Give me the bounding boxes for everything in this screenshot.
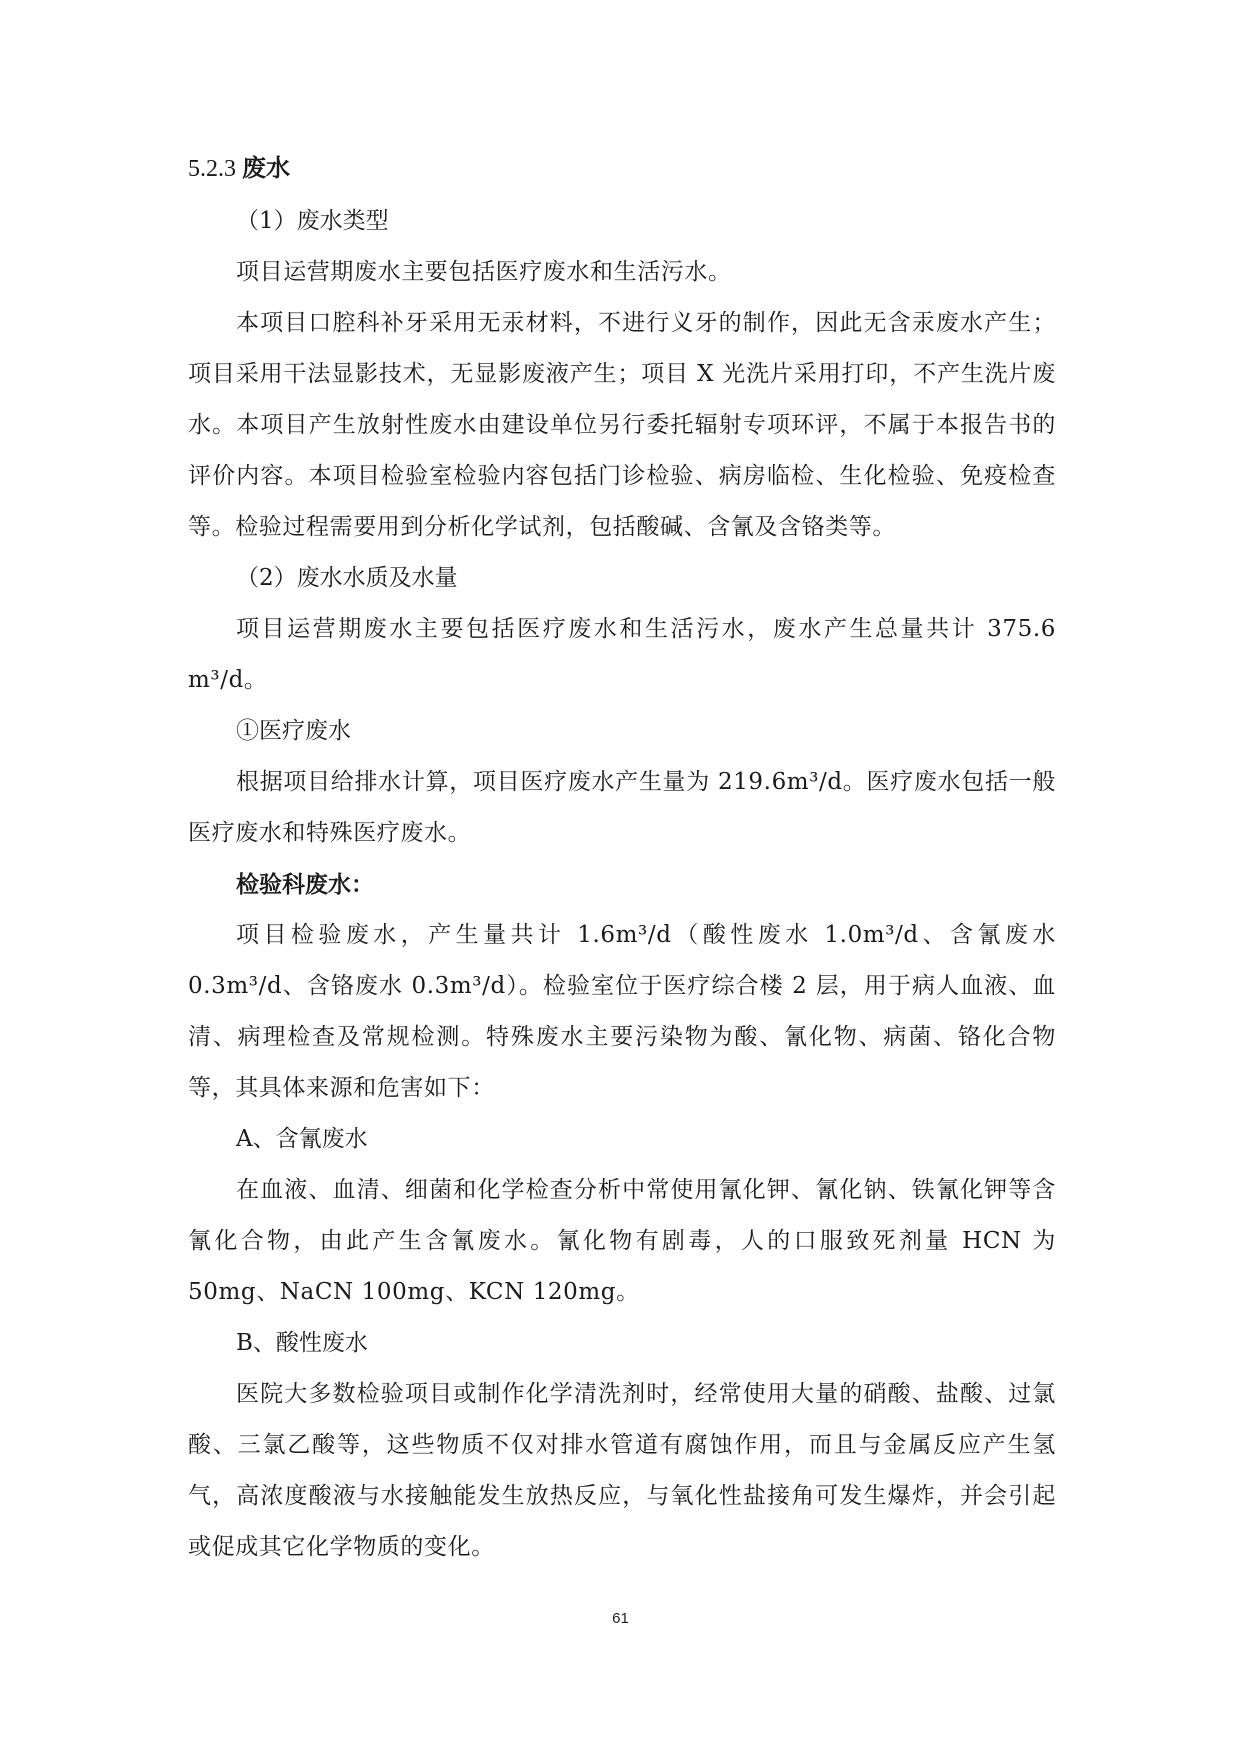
subheading-cyanide-wastewater: A、含氰废水 <box>236 1126 368 1152</box>
subheading-quality-quantity: （2）废水水质及水量 <box>236 565 458 591</box>
page-content <box>188 140 1056 1573</box>
paragraph-overview: 项目运营期废水主要包括医疗废水和生活污水。 <box>236 259 732 285</box>
subheading-medical-wastewater: ①医疗废水 <box>236 718 351 744</box>
section-title: 废水 <box>242 153 290 182</box>
page-number: 61 <box>612 1610 629 1627</box>
section-number: 5.2.3 <box>188 156 236 182</box>
subheading-wastewater-type: （1）废水类型 <box>236 208 389 234</box>
subheading-lab-wastewater: 检验科废水： <box>236 871 374 898</box>
paragraph-lab-wastewater: 项目检验废水，产生量共计 1.6m³/d（酸性废水 1.0m³/d、含氰废水 0.3m³/d、含铬废水 0.3m³/d）。检验室位于医疗综合楼 2 层，用于病人血液、血清、病理检查及常规检测。特殊废水主要污染物为酸、氰化物、病菌、铬化合物等，其具体来源和危害如下： <box>188 922 1056 1101</box>
paragraph-medical-volume: 根据项目给排水计算，项目医疗废水产生量为 219.6m³/d。医疗废水包括一般医疗废水和特殊医疗废水。 <box>188 769 1056 846</box>
paragraph-acidic-wastewater: 医院大多数检验项目或制作化学清洗剂时，经常使用大量的硝酸、盐酸、过氯酸、三氯乙酸等，这些物质不仅对排水管道有腐蚀作用，而且与金属反应产生氢气，高浓度酸液与水接触能发生放热反应，与氧化性盐接角可发生爆炸，并会引起或促成其它化学物质的变化。 <box>188 1381 1056 1560</box>
section-heading <box>188 140 1056 196</box>
subheading-acidic-wastewater: B、酸性废水 <box>236 1330 368 1356</box>
paragraph-wastewater-sources: 本项目口腔科补牙采用无汞材料，不进行义牙的制作，因此无含汞废水产生；项目采用干法显影技术，无显影废液产生；项目 X 光洗片采用打印，不产生洗片废水。本项目产生放射性废水由建设单位另行委托辐射专项环评，不属于本报告书的评价内容。本项目检验室检验内容包括门诊检验、病房临检、生化检验、免疫检查等。检验过程需要用到分析化学试剂，包括酸碱、含氰及含铬类等。 <box>188 310 1056 540</box>
paragraph-cyanide-wastewater: 在血液、血清、细菌和化学检查分析中常使用氰化钾、氰化钠、铁氰化钾等含氰化合物，由此产生含氰废水。氰化物有剧毒，人的口服致死剂量 HCN 为 50mg、NaCN 100mg、KCN 120mg。 <box>188 1177 1056 1305</box>
paragraph-total-volume: 项目运营期废水主要包括医疗废水和生活污水，废水产生总量共计 375.6 m³/d。 <box>188 616 1056 693</box>
